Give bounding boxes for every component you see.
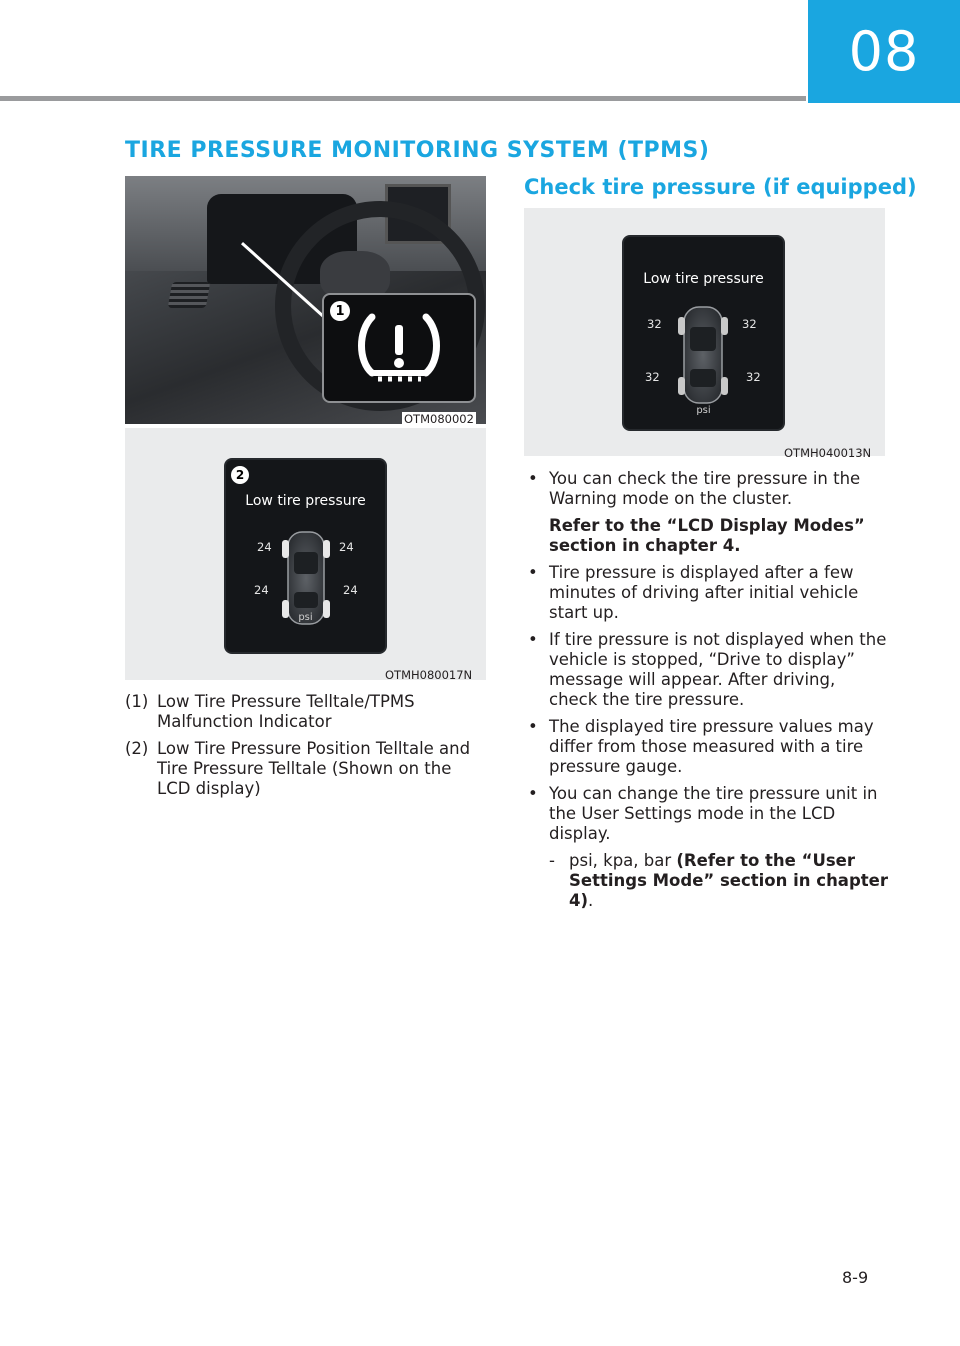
figure-code-2: OTMH080017N	[385, 668, 473, 680]
subsection-title: Check tire pressure (if equipped)	[524, 175, 917, 199]
bullet-text: If tire pressure is not displayed when the vehicle is stopped, “Drive to display” message will appear. After driving, check the tire pressure.	[549, 630, 887, 709]
car-top-view-icon	[624, 237, 783, 429]
sub-bullet-dash: -	[549, 851, 555, 870]
pressure-unit: psi	[298, 612, 313, 623]
bullet-item	[524, 563, 888, 623]
bullet-dot: •	[528, 717, 538, 736]
legend-item	[125, 692, 485, 732]
bullet-text: Tire pressure is displayed after a few minutes of driving after initial vehicle start up.	[549, 563, 859, 622]
bullet-item	[524, 784, 888, 911]
callout-badge-2: 2	[231, 466, 249, 484]
telltale-callout	[322, 293, 476, 403]
figure-code-1: OTM080002	[404, 412, 474, 426]
legend-number: (2)	[125, 739, 149, 758]
legend-text: Low Tire Pressure Position Telltale and Tire Pressure Telltale (Shown on the LCD display)	[157, 739, 471, 798]
lcd-figure-3	[524, 208, 885, 456]
lcd-title-3: Low tire pressure	[643, 271, 764, 287]
pressure-unit: psi	[696, 405, 711, 416]
pressure-rear-left: 32	[645, 370, 660, 384]
car-top-view-icon	[226, 460, 385, 652]
pressure-front-left: 24	[257, 540, 272, 554]
bullet-dot: •	[528, 563, 538, 582]
pressure-rear-right: 32	[746, 370, 761, 384]
legend-item	[125, 739, 485, 799]
chapter-number: 08	[848, 20, 920, 83]
pressure-front-right: 32	[742, 317, 757, 331]
pressure-front-left: 32	[647, 317, 662, 331]
bullet-item	[524, 630, 888, 710]
section-title: TIRE PRESSURE MONITORING SYSTEM (TPMS)	[125, 138, 710, 163]
lcd-title-2: Low tire pressure	[245, 493, 366, 509]
bullet-text: You can check the tire pressure in the Warning mode on the cluster.	[549, 469, 861, 508]
tpms-warning-icon	[324, 295, 474, 401]
page-number: 8-9	[842, 1268, 869, 1287]
bullet-note: Refer to the “LCD Display Modes” section in chapter 4.	[549, 516, 865, 555]
figure-code-3: OTMH040013N	[784, 446, 872, 460]
bullet-dot: •	[528, 469, 538, 488]
bullet-item	[524, 717, 888, 777]
header-rule	[0, 96, 806, 101]
bullet-text: The displayed tire pressure values may differ from those measured with a tire pressure gauge.	[549, 717, 874, 776]
bullet-list	[524, 469, 888, 918]
pressure-rear-left: 24	[254, 583, 269, 597]
sub-bullet	[549, 851, 888, 911]
sub-bullet-bold: (Refer to the “User Settings Mode” section in chapter 4)	[569, 851, 888, 910]
bullet-dot: •	[528, 784, 538, 803]
pressure-front-right: 24	[339, 540, 354, 554]
air-vent	[168, 282, 211, 308]
lcd-screen-3	[624, 237, 783, 429]
lcd-figure-2	[125, 428, 486, 680]
legend-text: Low Tire Pressure Telltale/TPMS Malfunction Indicator	[157, 692, 415, 731]
sub-bullet-end: .	[588, 891, 594, 910]
pressure-rear-right: 24	[343, 583, 358, 597]
bullet-item	[524, 469, 888, 556]
legend-number: (1)	[125, 692, 149, 711]
chapter-tab	[808, 0, 960, 103]
dashboard-photo	[125, 176, 486, 424]
bullet-dot: •	[528, 630, 538, 649]
lcd-screen-2	[226, 460, 385, 652]
figure-legend	[125, 692, 485, 806]
callout-badge-1: 1	[330, 301, 350, 321]
bullet-text: You can change the tire pressure unit in the User Settings mode in the LCD display.	[549, 784, 878, 843]
sub-bullet-plain: psi, kpa, bar	[569, 851, 677, 870]
